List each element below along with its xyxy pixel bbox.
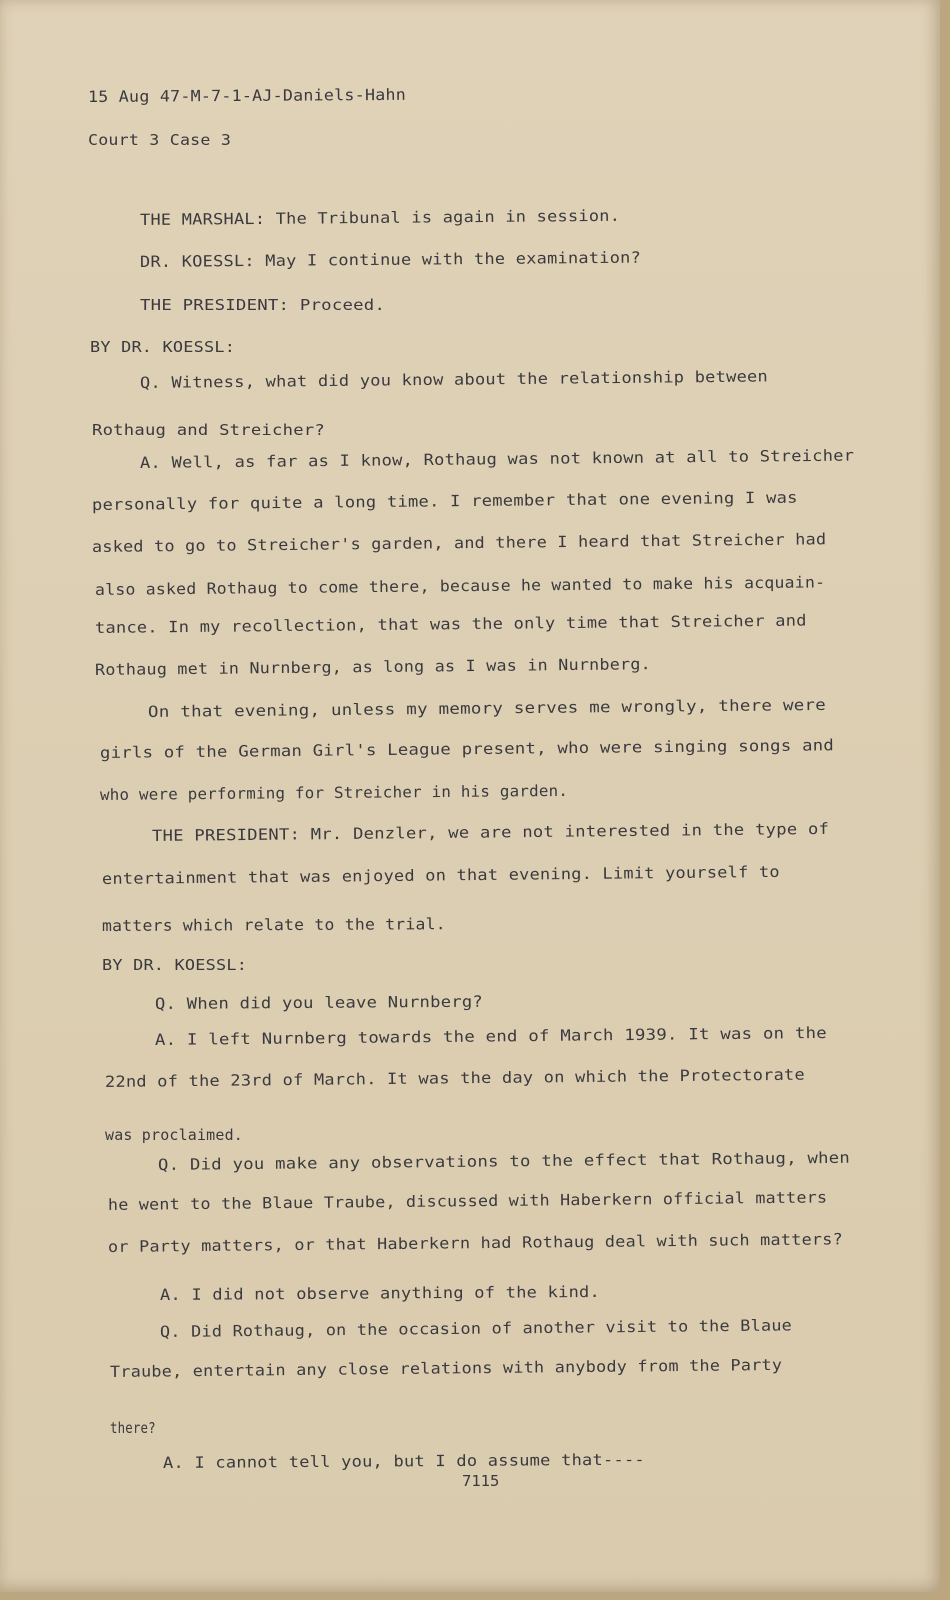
transcript-line: Q. When did you leave Nurnberg?: [154, 992, 484, 1013]
transcript-line: personally for quite a long time. I remember that one evening I was: [91, 488, 798, 514]
transcript-line: asked to go to Streicher's garden, and there I heard that Streicher had: [91, 530, 827, 556]
transcript-line: tance. In my recollection, that was the only time that Streicher and: [94, 611, 807, 637]
transcript-line: who were performing for Streicher in his garden.: [99, 781, 569, 804]
document-reference: 15 Aug 47-M-7-1-AJ-Daniels-Hahn: [87, 85, 407, 106]
transcript-line: A. I cannot tell you, but I do assume that----: [162, 1450, 645, 1472]
page-number: 7115: [462, 1472, 500, 1490]
transcript-line: DR. KOESSL: May I continue with the examination?: [139, 248, 642, 271]
transcript-line: 22nd of the 23rd of March. It was the day on which the Protectorate: [104, 1065, 806, 1091]
transcript-line: Q. Did Rothaug, on the occasion of another visit to the Blaue: [159, 1316, 793, 1341]
court-case-label: Court 3 Case 3: [88, 131, 232, 149]
transcript-line: THE PRESIDENT: Proceed.: [140, 296, 386, 314]
transcript-line: entertainment that was enjoyed on that evening. Limit yourself to: [101, 862, 780, 888]
transcript-line: A. I left Nurnberg towards the end of March 1939. It was on the: [154, 1023, 828, 1049]
transcript-line: or Party matters, or that Haberkern had Rothaug deal with such matters?: [107, 1230, 844, 1256]
page-edge-right: [940, 0, 950, 1600]
transcript-line: THE PRESIDENT: Mr. Denzler, we are not interested in the type of: [151, 819, 830, 845]
transcript-line: Q. Witness, what did you know about the relationship between: [139, 367, 769, 392]
page-edge-bottom: [0, 1592, 950, 1600]
transcript-line: there?: [110, 1419, 156, 1437]
transcript-line: was proclaimed.: [105, 1126, 243, 1144]
transcript-line: he went to the Blaue Traube, discussed with Haberkern official matters: [107, 1188, 828, 1214]
transcript-line: Rothaug and Streicher?: [92, 421, 325, 439]
transcript-line: Rothaug met in Nurnberg, as long as I was in Nurnberg.: [94, 655, 651, 679]
transcript-line: Q. Did you make any observations to the effect that Rothaug, when: [157, 1148, 851, 1174]
transcript-line: Traube, entertain any close relations with anybody from the Party: [109, 1355, 783, 1381]
transcript-line: A. Well, as far as I know, Rothaug was not known at all to Streicher: [139, 446, 855, 472]
transcript-line: BY DR. KOESSL:: [102, 956, 248, 974]
transcript-line: matters which relate to the trial.: [101, 915, 446, 935]
transcript-line: BY DR. KOESSL:: [90, 338, 236, 356]
transcript-line: also asked Rothaug to come there, because he wanted to make his acquain-: [94, 573, 826, 599]
transcript-line: A. I did not observe anything of the kind.: [159, 1282, 601, 1304]
transcript-line: THE MARSHAL: The Tribunal is again in session.: [139, 206, 621, 229]
transcript-line: girls of the German Girl's League present, who were singing songs and: [99, 736, 835, 762]
transcript-line: On that evening, unless my memory serves me wrongly, there were: [147, 695, 827, 721]
